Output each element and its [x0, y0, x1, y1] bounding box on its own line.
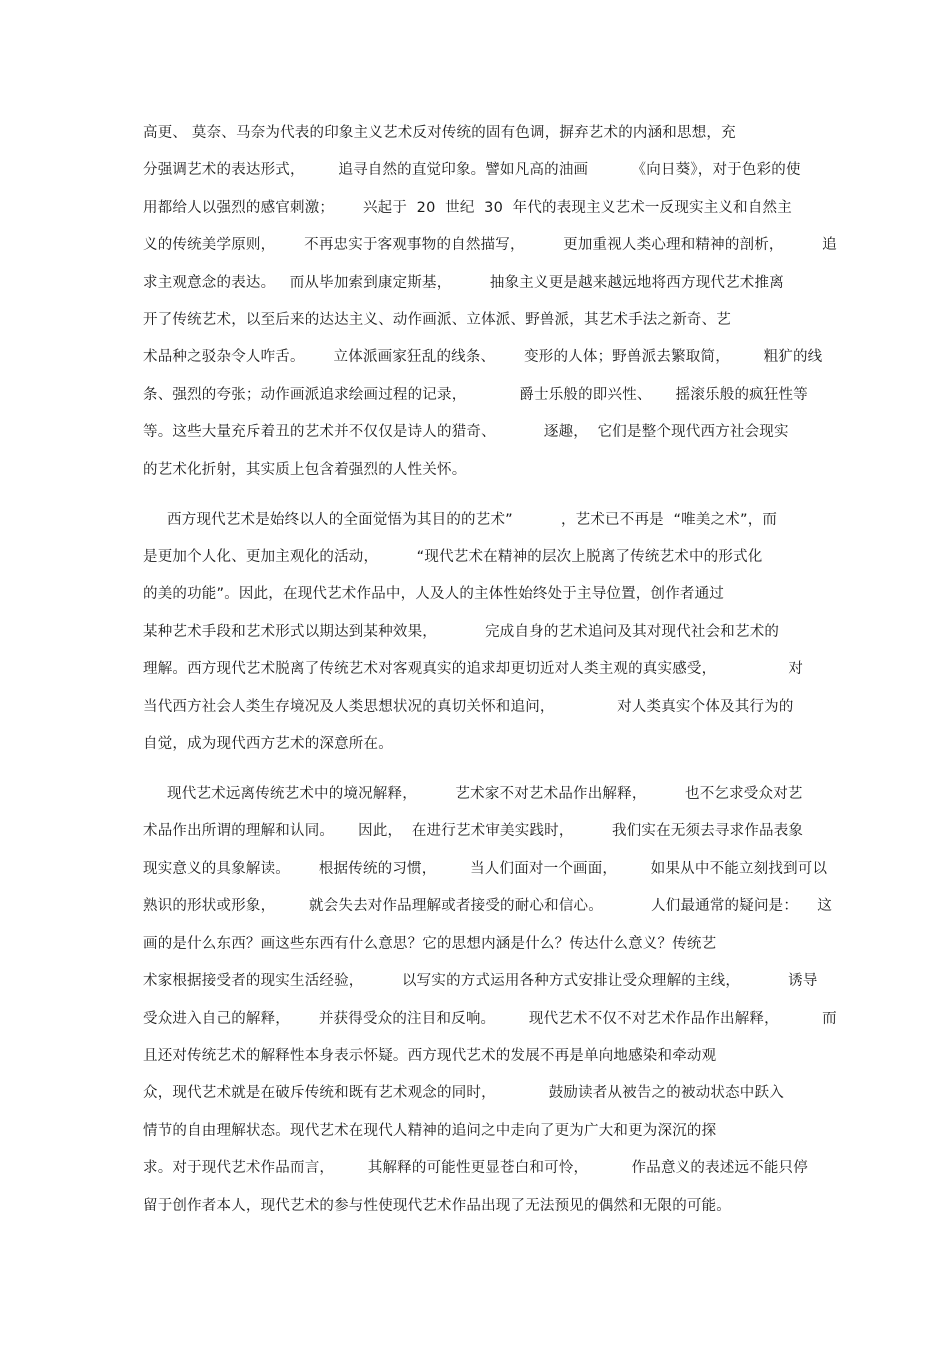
- text-line: 情节的自由理解状态。现代艺术在现代人精神的追问之中走向了更为广大和更为深沉的探: [143, 1123, 717, 1139]
- text-line: 西方现代艺术是始终以人的全面觉悟为其目的的艺术” ，艺术已不再是 “唯美之术”，而: [143, 512, 778, 528]
- text-line: 条、强烈的夸张；动作画派追求绘画过程的记录， 爵士乐般的即兴性、 摇滚乐般的疯狂性等: [143, 387, 808, 403]
- text-line: 求主观意念的表达。 而从毕加索到康定斯基， 抽象主义更是越来越远地将西方现代艺术推离: [143, 275, 784, 291]
- text-line: 的美的功能”。因此，在现代艺术作品中，人及人的主体性始终处于主导位置，创作者通过: [143, 586, 725, 602]
- text-line: 留于创作者本人，现代艺术的参与性使现代艺术作品出现了无法预见的偶然和无限的可能。: [143, 1198, 731, 1214]
- text-line: 用都给人以强烈的感官刺激； 兴起于 20 世纪 30 年代的表现主义艺术一反现实主义和自然主: [143, 200, 792, 216]
- text-line: 分强调艺术的表达形式， 追寻自然的直觉印象。譬如凡高的油画 《向日葵》，对于色彩的使: [143, 162, 801, 178]
- text-line: 熟识的形状或形象， 就会失去对作品理解或者接受的耐心和信心。 人们最通常的疑问是： 这: [143, 898, 832, 914]
- text-line: 现实意义的具象解读。 根据传统的习惯， 当人们面对一个画面， 如果从中不能立刻找到可以: [143, 861, 828, 877]
- text-line: 术家根据接受者的现实生活经验， 以写实的方式运用各种方式安排让受众理解的主线， 诱导: [143, 973, 818, 989]
- text-line: 是更加个人化、更加主观化的活动， “现代艺术在精神的层次上脱离了传统艺术中的形式化: [143, 549, 763, 565]
- text-line: 某种艺术手段和艺术形式以期达到某种效果， 完成自身的艺术追问及其对现代社会和艺术的: [143, 624, 780, 640]
- text-line: 等。这些大量充斥着丑的艺术并不仅仅是诗人的猎奇、 逐趣， 它们是整个现代西方社会现实: [143, 424, 789, 440]
- text-line: 画的是什么东西？画这些东西有什么意思？它的思想内涵是什么？传达什么意义？传统艺: [143, 936, 717, 952]
- text-line: 术品作出所谓的理解和认同。 因此， 在进行艺术审美实践时， 我们实在无须去寻求作品表象: [143, 823, 804, 839]
- text-line: 当代西方社会人类生存境况及人类思想状况的真切关怀和追问， 对人类真实个体及其行为的: [143, 699, 794, 715]
- text-line: 义的传统美学原则， 不再忠实于客观事物的自然描写， 更加重视人类心理和精神的剖析， 追: [143, 237, 837, 253]
- text-line: 的艺术化折射，其实质上包含着强烈的人性关怀。: [143, 462, 467, 478]
- text-line: 众，现代艺术就是在破斥传统和既有艺术观念的同时， 鼓励读者从被告之的被动状态中跃入: [143, 1085, 784, 1101]
- text-line: 开了传统艺术，以至后来的达达主义、动作画派、立体派、野兽派，其艺术手法之新奇、艺: [143, 312, 731, 328]
- text-line: 自觉，成为现代西方艺术的深意所在。: [143, 736, 393, 752]
- text-line: 高更、 莫奈、马奈为代表的印象主义艺术反对传统的固有色调，摒弃艺术的内涵和思想，充: [143, 125, 736, 141]
- text-line: 理解。西方现代艺术脱离了传统艺术对客观真实的追求却更切近对人类主观的真实感受， 对: [143, 661, 804, 677]
- text-line: 受众进入自己的解释， 并获得受众的注目和反响。 现代艺术不仅不对艺术作品作出解释， 而: [143, 1011, 837, 1027]
- text-line: 求。对于现代艺术作品而言， 其解释的可能性更显苍白和可怜， 作品意义的表述远不能只停: [143, 1160, 808, 1176]
- text-line: 现代艺术远离传统艺术中的境况解释， 艺术家不对艺术品作出解释， 也不乞求受众对艺: [143, 786, 803, 802]
- text-line: 术品种之驳杂令人咋舌。 立体派画家狂乱的线条、 变形的人体；野兽派去繁取简， 粗犷的线: [143, 349, 823, 365]
- text-line: 且还对传统艺术的解释性本身表示怀疑。西方现代艺术的发展不再是单向地感染和牵动观: [143, 1048, 717, 1064]
